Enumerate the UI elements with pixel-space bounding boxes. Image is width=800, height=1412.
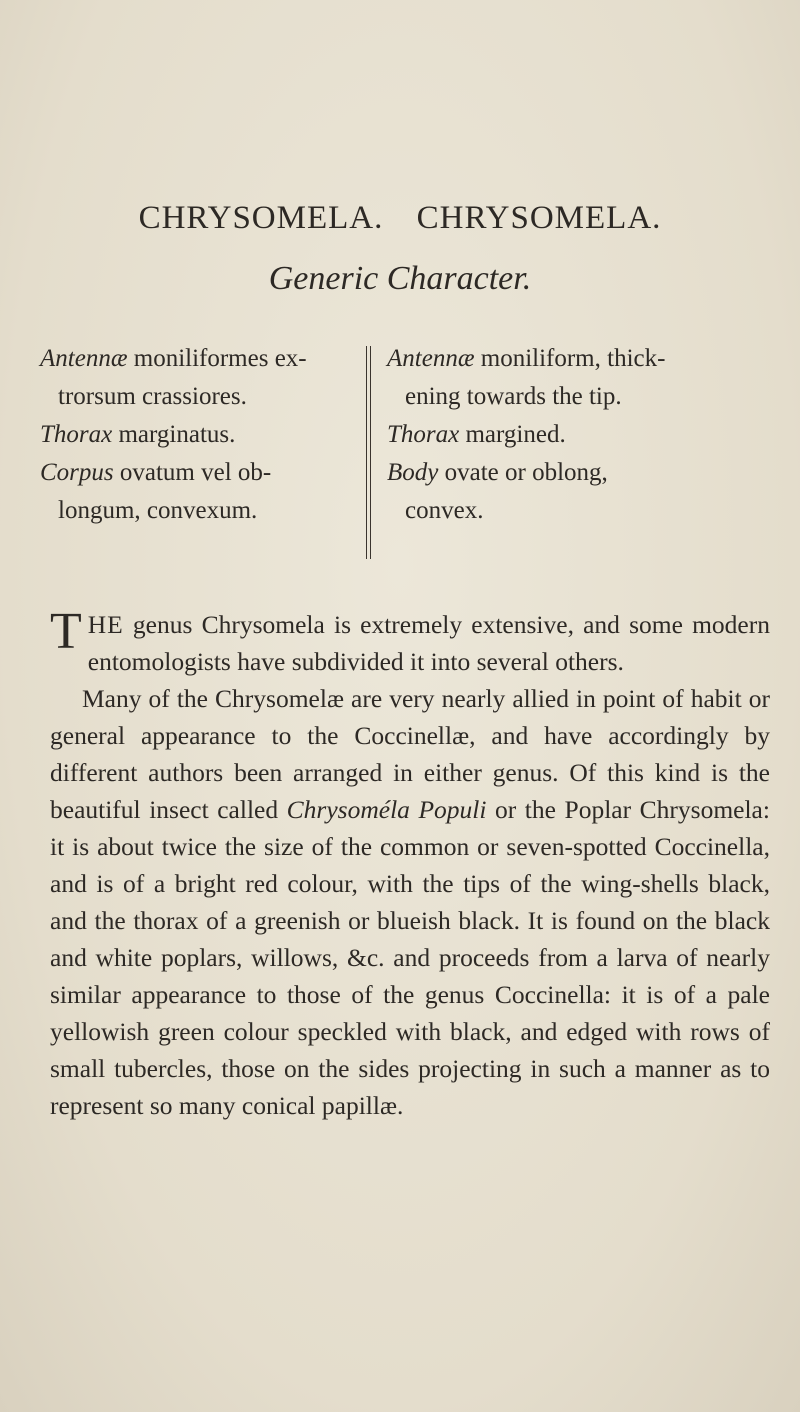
latin-column (40, 340, 358, 530)
english-continuation: ening towards the tip. (405, 383, 622, 410)
english-term: Thorax (387, 421, 460, 448)
english-column (387, 340, 780, 530)
latin-term: Antennæ (40, 345, 128, 372)
english-entry (387, 340, 780, 416)
drop-cap: T (50, 603, 82, 660)
section-subtitle: Generic Character. (268, 260, 532, 297)
latin-text: moniliformes ex- (127, 345, 307, 372)
latin-entry (40, 340, 358, 416)
latin-continuation: trorsum crassiores. (58, 383, 247, 410)
paragraph-1 (50, 603, 770, 680)
species-name: Chrysoméla Populi (286, 795, 487, 824)
running-head-right: CHRYSOMELA. (416, 200, 662, 236)
generic-character-table (40, 340, 780, 570)
latin-continuation: longum, convexum. (58, 497, 258, 524)
latin-text: marginatus. (112, 421, 236, 448)
latin-text: ovatum vel ob- (113, 459, 272, 486)
english-text: ovate or oblong, (438, 459, 608, 486)
paragraph-2 (50, 680, 770, 1124)
latin-term: Thorax (40, 421, 113, 448)
english-entry (387, 454, 780, 530)
paragraph-2-intro: Many of the Chrysomelæ are very nearly allied in point of habit or general appearance to the Coccinellæ, and have accordingly by different authors been arranged in either genus. Of this kind is the beautiful insect called (50, 684, 770, 824)
english-text: margined. (459, 421, 566, 448)
english-continuation: convex. (405, 497, 484, 524)
running-head (0, 200, 800, 237)
paragraph-1-text: genus Chrysomela is extremely extensive, and some modern entomologists have subdivided it into several others. (87, 610, 770, 676)
opening-smallcaps: HE (87, 610, 124, 639)
latin-entry (40, 416, 358, 454)
column-divider (366, 346, 371, 559)
latin-term: Corpus (40, 459, 114, 486)
running-head-left: CHRYSOMELA. (138, 200, 384, 236)
body-text (50, 603, 770, 1124)
latin-entry (40, 454, 358, 530)
english-text: moniliform, thick- (474, 345, 666, 372)
english-entry (387, 416, 780, 454)
paragraph-2-rest: or the Poplar Chrysomela: it is about twice the size of the common or seven-spotted Coccinella, and is of a bright red colour, with the tips of the wing-shells black, and the thorax of a greenish or blueish black. It is found on the black and white poplars, willows, &c. and proceeds from a larva of nearly similar appearance to those of the genus Coccinella: it is of a pale yellowish green colour speckled with black, and edged with rows of small tubercles, those on the sides projecting in such a manner as to represent so many conical papillæ. (50, 795, 770, 1120)
english-term: Body (387, 459, 439, 486)
english-term: Antennæ (387, 345, 475, 372)
